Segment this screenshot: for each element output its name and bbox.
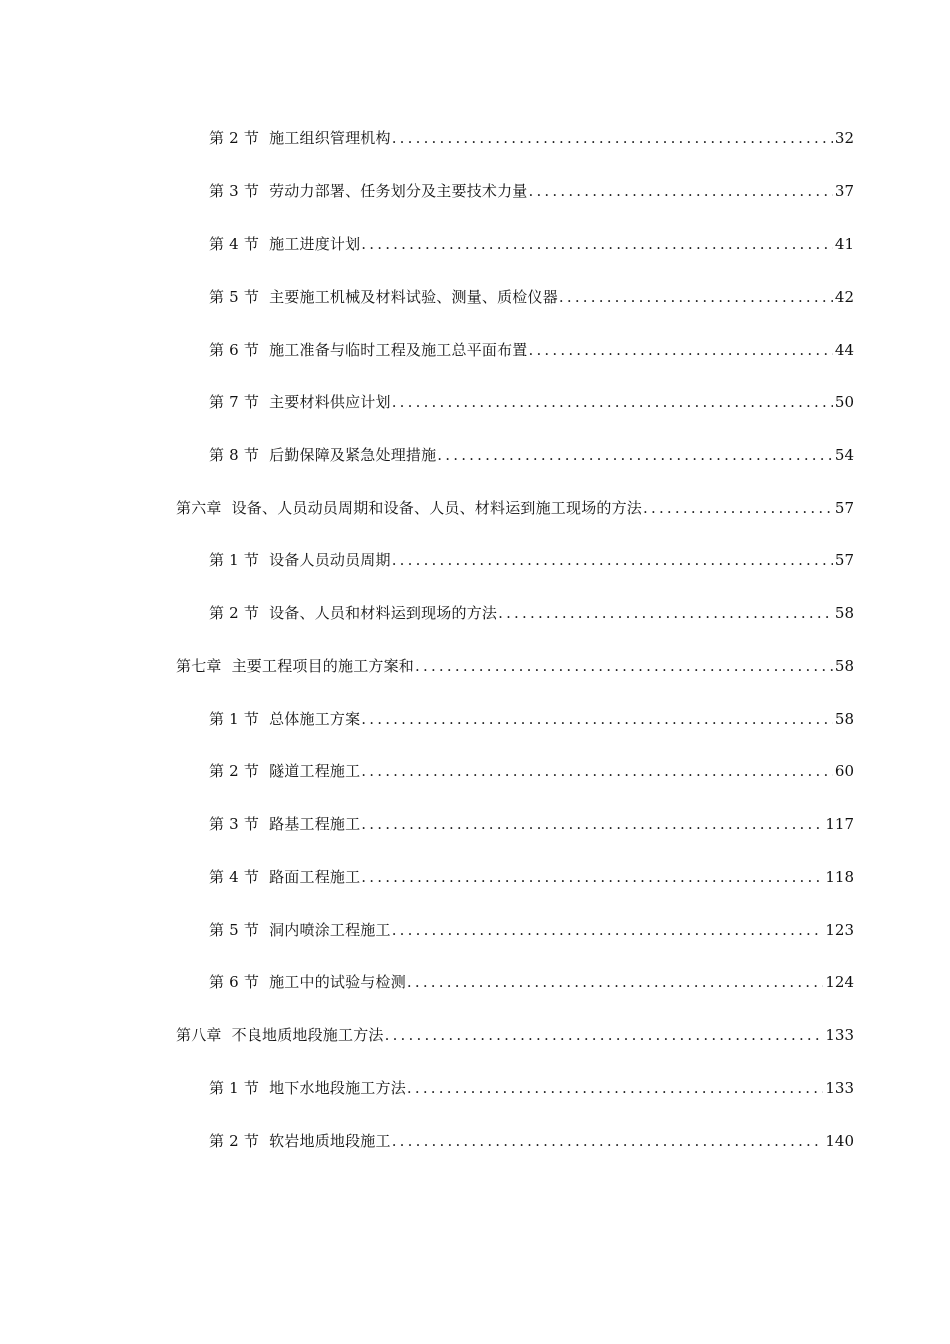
toc-entry-page: 32 (834, 129, 854, 147)
dot-leader (415, 654, 833, 678)
toc-entry-page: 44 (834, 341, 854, 359)
toc-entry-number: 第 6 节 (209, 973, 260, 991)
toc-entry-title: 施工组织管理机构 (269, 129, 391, 147)
toc-entry-title: 设备、人员和材料运到现场的方法 (269, 604, 498, 622)
toc-entry[interactable] (209, 338, 854, 362)
dot-leader (392, 548, 833, 572)
toc-entry[interactable] (209, 1076, 854, 1100)
toc-entry[interactable] (209, 865, 854, 889)
dot-leader (407, 970, 823, 994)
toc-entry-title: 施工准备与临时工程及施工总平面布置 (269, 341, 528, 359)
toc-entry-page: 42 (834, 288, 854, 306)
toc-entry[interactable] (209, 707, 854, 731)
toc-chapter-number: 第八章 (176, 1026, 222, 1044)
toc-entry-number: 第 2 节 (209, 762, 260, 780)
dot-leader (498, 601, 833, 625)
dot-leader (392, 1129, 824, 1153)
dot-leader (437, 443, 833, 467)
toc-entry-page: 50 (834, 393, 854, 411)
toc-entry-page: 123 (825, 921, 854, 939)
toc-chapter[interactable] (176, 1023, 854, 1047)
dot-leader (361, 759, 833, 783)
dot-leader (361, 865, 823, 889)
toc-entry[interactable] (209, 918, 854, 942)
toc-entry-title: 地下水地段施工方法 (269, 1079, 406, 1097)
dot-leader (361, 707, 833, 731)
toc-entry-title: 施工进度计划 (269, 235, 361, 253)
dot-leader (529, 179, 833, 203)
toc-entry[interactable] (209, 1129, 854, 1153)
toc-entry-number: 第 3 节 (209, 815, 260, 833)
dot-leader (529, 338, 833, 362)
toc-entry-title: 主要施工机械及材料试验、测量、质检仪器 (269, 288, 558, 306)
toc-entry-number: 第 1 节 (209, 1079, 260, 1097)
toc-entry-number: 第 2 节 (209, 129, 260, 147)
toc-entry-page: 41 (834, 235, 854, 253)
toc-entry-number: 第 5 节 (209, 921, 260, 939)
toc-entry-number: 第 4 节 (209, 868, 260, 886)
toc-entry-page: 57 (834, 499, 854, 517)
dot-leader (643, 496, 833, 520)
toc-entry[interactable] (209, 759, 854, 783)
toc-chapter[interactable] (176, 654, 854, 678)
toc-chapter-title: 不良地质地段施工方法 (231, 1026, 384, 1044)
toc-entry-page: 37 (834, 182, 854, 200)
toc-entry-page: 57 (834, 551, 854, 569)
toc-entry[interactable] (209, 443, 854, 467)
toc-entry-number: 第 5 节 (209, 288, 260, 306)
toc-entry-title: 设备人员动员周期 (269, 551, 391, 569)
toc-entry-page: 54 (834, 446, 854, 464)
toc-entry-page: 58 (834, 710, 854, 728)
toc-chapter-title: 主要工程项目的施工方案和 (231, 657, 415, 675)
toc-entry[interactable] (209, 285, 854, 309)
toc-entry-page: 133 (825, 1079, 854, 1097)
toc-entry-number: 第 3 节 (209, 182, 260, 200)
toc-entry-title: 主要材料供应计划 (269, 393, 391, 411)
toc-entry[interactable] (209, 601, 854, 625)
toc-entry[interactable] (209, 390, 854, 414)
toc-entry-page: 140 (825, 1132, 854, 1150)
toc-entry[interactable] (209, 970, 854, 994)
toc-entry-title: 劳动力部署、任务划分及主要技术力量 (269, 182, 528, 200)
toc-entry[interactable] (209, 548, 854, 572)
toc-entry-title: 路基工程施工 (269, 815, 361, 833)
dot-leader (407, 1076, 823, 1100)
toc-entry[interactable] (209, 179, 854, 203)
toc-entry-title: 施工中的试验与检测 (269, 973, 406, 991)
toc-entry-number: 第 6 节 (209, 341, 260, 359)
toc-entry-title: 路面工程施工 (269, 868, 361, 886)
toc-entry-page: 60 (834, 762, 854, 780)
toc-entry-page: 58 (834, 604, 854, 622)
toc-entry-page: 133 (825, 1026, 854, 1044)
toc-entry-title: 总体施工方案 (269, 710, 361, 728)
dot-leader (385, 1023, 824, 1047)
toc-entry[interactable] (209, 812, 854, 836)
toc-entry-number: 第 1 节 (209, 551, 260, 569)
toc-entry-page: 58 (834, 657, 854, 675)
toc-entry-number: 第 8 节 (209, 446, 260, 464)
toc-entry[interactable] (209, 232, 854, 256)
toc-entry-number: 第 1 节 (209, 710, 260, 728)
toc-chapter-number: 第六章 (176, 499, 222, 517)
toc-chapter-title: 设备、人员动员周期和设备、人员、材料运到施工现场的方法 (231, 499, 643, 517)
toc-entry-title: 隧道工程施工 (269, 762, 361, 780)
toc-entry-number: 第 2 节 (209, 1132, 260, 1150)
toc-entry-page: 117 (825, 815, 854, 833)
dot-leader (392, 126, 833, 150)
toc-entry[interactable] (209, 126, 854, 150)
dot-leader (361, 232, 833, 256)
dot-leader (392, 918, 824, 942)
toc-entry-title: 软岩地质地段施工 (269, 1132, 391, 1150)
toc-entry-page: 118 (825, 868, 854, 886)
toc-chapter[interactable] (176, 496, 854, 520)
toc-entry-number: 第 7 节 (209, 393, 260, 411)
toc-entry-page: 124 (825, 973, 854, 991)
toc-chapter-number: 第七章 (176, 657, 222, 675)
dot-leader (559, 285, 833, 309)
dot-leader (392, 390, 833, 414)
toc-entry-title: 洞内喷涂工程施工 (269, 921, 391, 939)
dot-leader (361, 812, 823, 836)
toc-entry-number: 第 4 节 (209, 235, 260, 253)
toc-entry-number: 第 2 节 (209, 604, 260, 622)
toc-entry-title: 后勤保障及紧急处理措施 (269, 446, 437, 464)
